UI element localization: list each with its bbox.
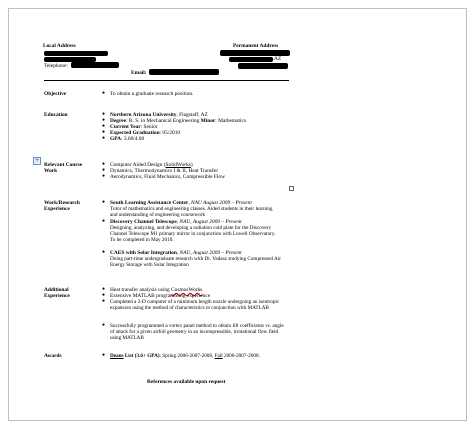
bullet-icon: ● — [102, 250, 106, 255]
objective-text: To obtain a graduate research position. — [110, 91, 194, 97]
additional-item-nozzle: Completed a 2-D computer of a minimum length nozzle undergoing an isentropic expansion using the method of characteristics in conjunction with MATLAB — [110, 299, 280, 311]
additional-heading-line2: Experience — [44, 293, 70, 299]
additional-heading-line1: Additional — [44, 287, 69, 293]
references-note: References available upon request — [147, 379, 226, 385]
redacted-email — [149, 69, 219, 75]
experience-item-title: Discovery Channel Telescope, NAU, August 2009 – Present — [110, 219, 242, 225]
education-item-university: Northern Arizona University, Flagstaff, AZ — [110, 112, 208, 118]
resize-handle-icon[interactable] — [289, 186, 294, 191]
header-rule — [44, 80, 289, 81]
permanent-state: AZ — [274, 56, 282, 62]
bullet-icon: ● — [102, 323, 106, 328]
bullet-icon: ● — [102, 174, 106, 179]
awards-heading: Awards — [44, 353, 62, 359]
coursework-item-aero: Aerodynamics, Fluid Mechanics, Compressible Flow — [110, 174, 225, 180]
objective-heading: Objective — [44, 91, 67, 97]
bullet-icon: ● — [102, 162, 106, 167]
redacted-local-street — [44, 51, 108, 56]
bullet-icon: ● — [102, 136, 106, 141]
email-label: Email: — [131, 70, 147, 76]
experience-item-title: South Learning Assistance Center, NAU August 2009 – Present — [110, 200, 252, 206]
telephone-label: Telephone: — [44, 63, 68, 69]
local-address-label: Local Address — [43, 43, 76, 49]
bullet-icon: ● — [102, 112, 106, 117]
coursework-heading-line1: Relevant Course — [44, 162, 83, 168]
bullet-icon: ● — [102, 299, 106, 304]
education-heading: Education — [44, 112, 68, 118]
move-handle-icon[interactable]: + — [34, 157, 40, 164]
experience-item-desc: Designing, analyzing, and developing a radiation cold plate for the Discovery Channel Telescope M1 primary mirror in conjunction with Lowell Observatory. To be completed in May 2010. — [110, 225, 276, 243]
additional-item-matlab: Extensive MATLAB programming experience — [110, 293, 211, 299]
coursework-item-cad: Computer Aided Design (SolidWorks) — [110, 162, 193, 168]
bullet-icon: ● — [102, 130, 106, 135]
awards-item-deans-list: Deans List (3.6+ GPA): Spring 2006-2007-2008, Fall 2006-2007-2008. — [110, 353, 260, 359]
bullet-icon: ● — [102, 168, 106, 173]
coursework-item-dynamics: Dynamics, Thermodynamics I & II, Heat Transfer — [110, 168, 218, 174]
redacted-permanent-phone — [238, 63, 288, 69]
additional-item-vortex: Successfully programmed a vortex panel method to obtain lift coefficients vs. angle of attack for a given airfoil geometry in an incompressible, irrotational flow field using MATLAB — [110, 323, 284, 341]
additional-item-heat: Heat transfer analysis using CosmosWorks — [110, 287, 203, 293]
redacted-telephone — [71, 62, 119, 68]
education-item-degree: Degree: B. S. in Mechanical Engineering Minor: Mathematics — [110, 118, 246, 124]
experience-item-desc: Tutor of mathematics and engineering classes. Aided students in their learning and understanding of engineering coursework — [110, 206, 273, 218]
permanent-address-label: Permanent Address — [233, 43, 279, 49]
experience-item-title: CAES with Solar Integration, NAU, August 2009 – Present — [110, 250, 242, 256]
education-item-graduation: Expected Graduation: 05/2010 — [110, 130, 181, 136]
bullet-icon: ● — [102, 353, 106, 358]
bullet-icon: ● — [102, 91, 106, 96]
bullet-icon: ● — [102, 124, 106, 129]
education-item-gpa: GPA: 3.60/4.00 — [110, 136, 145, 142]
experience-heading-line1: Work/Research — [44, 200, 80, 206]
bullet-icon: ● — [102, 200, 106, 205]
coursework-heading-line2: Work — [44, 168, 58, 174]
bullet-icon: ● — [102, 219, 106, 224]
redacted-permanent-city — [229, 57, 273, 62]
experience-heading-line2: Experience — [44, 206, 70, 212]
education-item-year: Current Year: Senior — [110, 124, 158, 130]
bullet-icon: ● — [102, 293, 106, 298]
experience-item-desc: Doing part-time undergraduate research with Dr. Vadasz studying Compressed Air Energy Storage with Solar Integration — [110, 256, 281, 268]
bullet-icon: ● — [102, 287, 106, 292]
bullet-icon: ● — [102, 118, 106, 123]
